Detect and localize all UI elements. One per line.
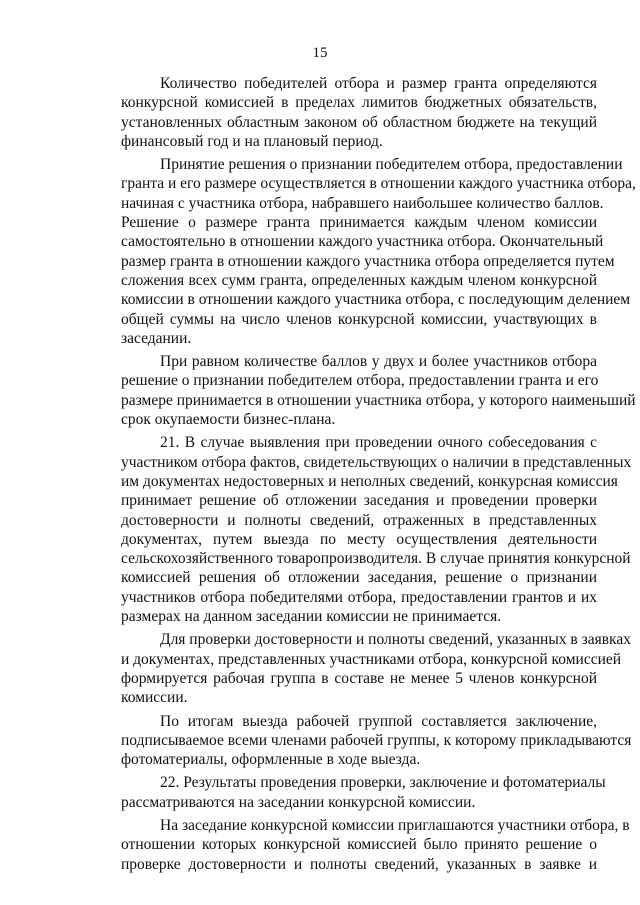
text-line: самостоятельно в отношении каждого участника отбора. Окончательный: [121, 233, 604, 251]
text-line: гранта и его размере осуществляется в отношении каждого участника отбора,: [121, 175, 636, 193]
text-line: подписываемое всеми членами рабочей группы, к которому прикладываются: [121, 731, 632, 749]
text-line: сложения всех сумм гранта, определенных каждым членом конкурсной: [121, 271, 597, 289]
text-line: Принятие решения о признании победителем отбора, предоставлении: [160, 156, 623, 174]
text-line: По итогам выезда рабочей группой составляется заключение,: [160, 712, 597, 730]
page-number: 15: [312, 45, 328, 61]
paragraph: [121, 816, 630, 874]
text-line: финансовый год и на плановый период.: [121, 132, 383, 150]
text-line: принимает решение об отложении заседания и проведении проверки: [121, 492, 597, 510]
text-line: решение о признании победителем отбора, предоставлении гранта и его: [121, 372, 599, 390]
text-line: установленных областным законом об областном бюджете на текущий: [121, 113, 597, 131]
text-line: комиссией решения об отложении заседания, решение о признании: [121, 569, 597, 587]
text-line: Количество победителей отбора и размер гранта определяются: [160, 75, 597, 92]
text-line: и документах, представленных участниками отбора, конкурсной комиссией: [121, 650, 622, 668]
text-line: заседании.: [121, 329, 192, 347]
text-line: достоверности и полноты сведений, отраженных в представленных: [121, 511, 597, 529]
document-body: [121, 74, 636, 878]
text-line: начиная с участника отбора, набравшего наибольшее количество баллов.: [121, 194, 604, 212]
text-line: срок окупаемости бизнес-плана.: [121, 411, 336, 429]
text-line: участником отбора фактов, свидетельствующих о наличии в представленных: [121, 453, 632, 471]
text-line: размер гранта в отношении каждого участника отбора определяется путем: [121, 252, 615, 270]
text-line: формируется рабочая группа в составе не менее 5 членов конкурсной: [121, 669, 597, 687]
text-line: размере принимается в отношении участника отбора, у которого наименьший: [121, 391, 636, 409]
paragraph: [121, 352, 636, 429]
text-line: документах, путем выезда по месту осуществления деятельности: [121, 530, 597, 548]
text-line: 22. Результаты проведения проверки, заключение и фотоматериалы: [160, 774, 606, 792]
text-line: им документах недостоверных и неполных сведений, конкурсная комиссия: [121, 472, 618, 490]
text-line: сельскохозяйственного товаропроизводителя. В случае принятия конкурсной: [121, 550, 631, 568]
text-line: размерах на данном заседании комиссии не принимается.: [121, 608, 502, 626]
paragraph: [121, 773, 606, 812]
paragraph: [121, 630, 631, 707]
text-line: участников отбора победителями отбора, предоставлении грантов и их: [121, 588, 597, 606]
text-line: фотоматериалы, оформленные в ходе выезда.: [121, 751, 421, 769]
text-line: На заседание конкурсной комиссии приглашаются участники отбора, в: [160, 816, 630, 834]
text-line: рассматриваются на заседании конкурсной комиссии.: [121, 793, 476, 811]
text-line: конкурсной комиссией в пределах лимитов бюджетных обязательств,: [121, 94, 597, 112]
paragraph: [121, 74, 597, 151]
paragraph: [121, 712, 632, 770]
text-line: комиссии в отношении каждого участника отбора, с последующим делением: [121, 291, 631, 309]
paragraph: [121, 155, 636, 348]
text-line: общей суммы на число членов конкурсной комиссии, участвующих в: [121, 310, 597, 328]
paragraph: [121, 433, 632, 626]
text-line: Для проверки достоверности и полноты сведений, указанных в заявках: [160, 631, 631, 649]
text-line: комиссии.: [121, 689, 188, 707]
text-line: При равном количестве баллов у двух и более участников отбора: [160, 353, 597, 371]
text-line: проверке достоверности и полноты сведений, указанных в заявке и: [121, 855, 597, 873]
text-line: Решение о размере гранта принимается каждым членом комиссии: [121, 214, 597, 232]
text-line: отношении которых конкурсной комиссией было принято решение о: [121, 836, 597, 854]
text-line: 21. В случае выявления при проведении очного собеседования с: [160, 434, 597, 452]
